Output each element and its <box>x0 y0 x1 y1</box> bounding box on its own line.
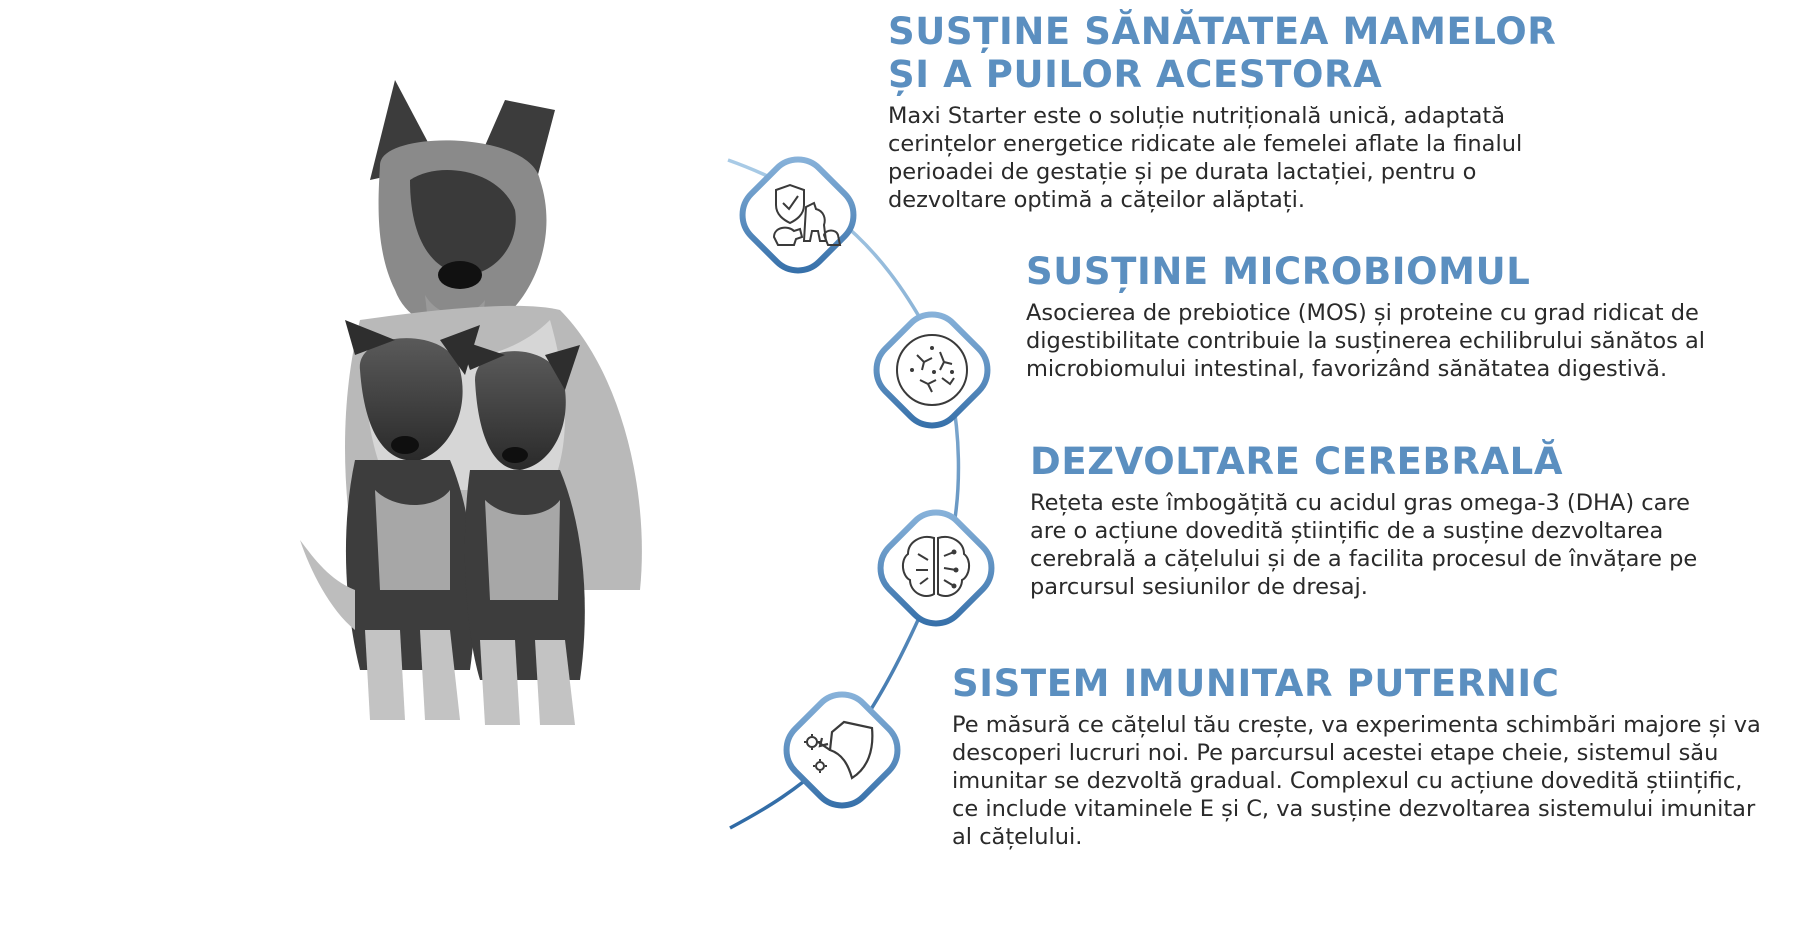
feature-title: DEZVOLTARE CEREBRALĂ <box>1030 440 1564 483</box>
feature-title: SISTEM IMUNITAR PUTERNIC <box>952 662 1560 705</box>
feature-immune-system <box>952 662 1772 851</box>
immune-shield-icon <box>772 680 912 820</box>
dog-illustration <box>300 70 710 780</box>
shield-mother-puppies-icon <box>728 145 868 285</box>
feature-description: Asocierea de prebiotice (MOS) și proteine cu grad ridicat de digestibilitate contribuie la susținerea echilibrului sănătos al microbiomului intestinal, favorizând sănătatea digestivă. <box>1026 300 1706 382</box>
brain-icon <box>866 498 1006 638</box>
feature-title: SUSȚINE MICROBIOMUL <box>1026 250 1531 293</box>
feature-description: Maxi Starter este o soluție nutrițională unică, adaptată cerințelor energetice ridicate ale femelei aflate la finalul perioadei de gestație și pe durata lactației, pentru o dezvoltare optimă a cățeilor alăptați. <box>888 103 1523 213</box>
feature-brain-development <box>1030 440 1770 601</box>
feature-microbiome <box>1026 250 1766 383</box>
feature-description: Pe măsură ce cățelul tău crește, va experimenta schimbări majore și va descoperi lucruri noi. Pe parcursul acestei etape cheie, sistemul său imunitar se dezvoltă gradual. Complexul cu acțiune dovedită științific, ce include vitaminele E și C, va susține dezvoltarea sistemului imunitar al cățelului. <box>952 712 1761 850</box>
feature-description: Rețeta este îmbogățită cu acidul gras omega-3 (DHA) care are o acțiune dovedită științific de a susține dezvoltarea cerebrală a cățelului și de a facilita procesul de învățare pe parcursul sesiunilor de dresaj. <box>1030 490 1698 600</box>
feature-title: SUSȚINE SĂNĂTATEA MAMELOR ȘI A PUILOR ACESTORA <box>888 10 1557 96</box>
microbiome-icon <box>862 300 1002 440</box>
left-puppy <box>300 320 480 720</box>
feature-mother-health <box>888 10 1708 214</box>
